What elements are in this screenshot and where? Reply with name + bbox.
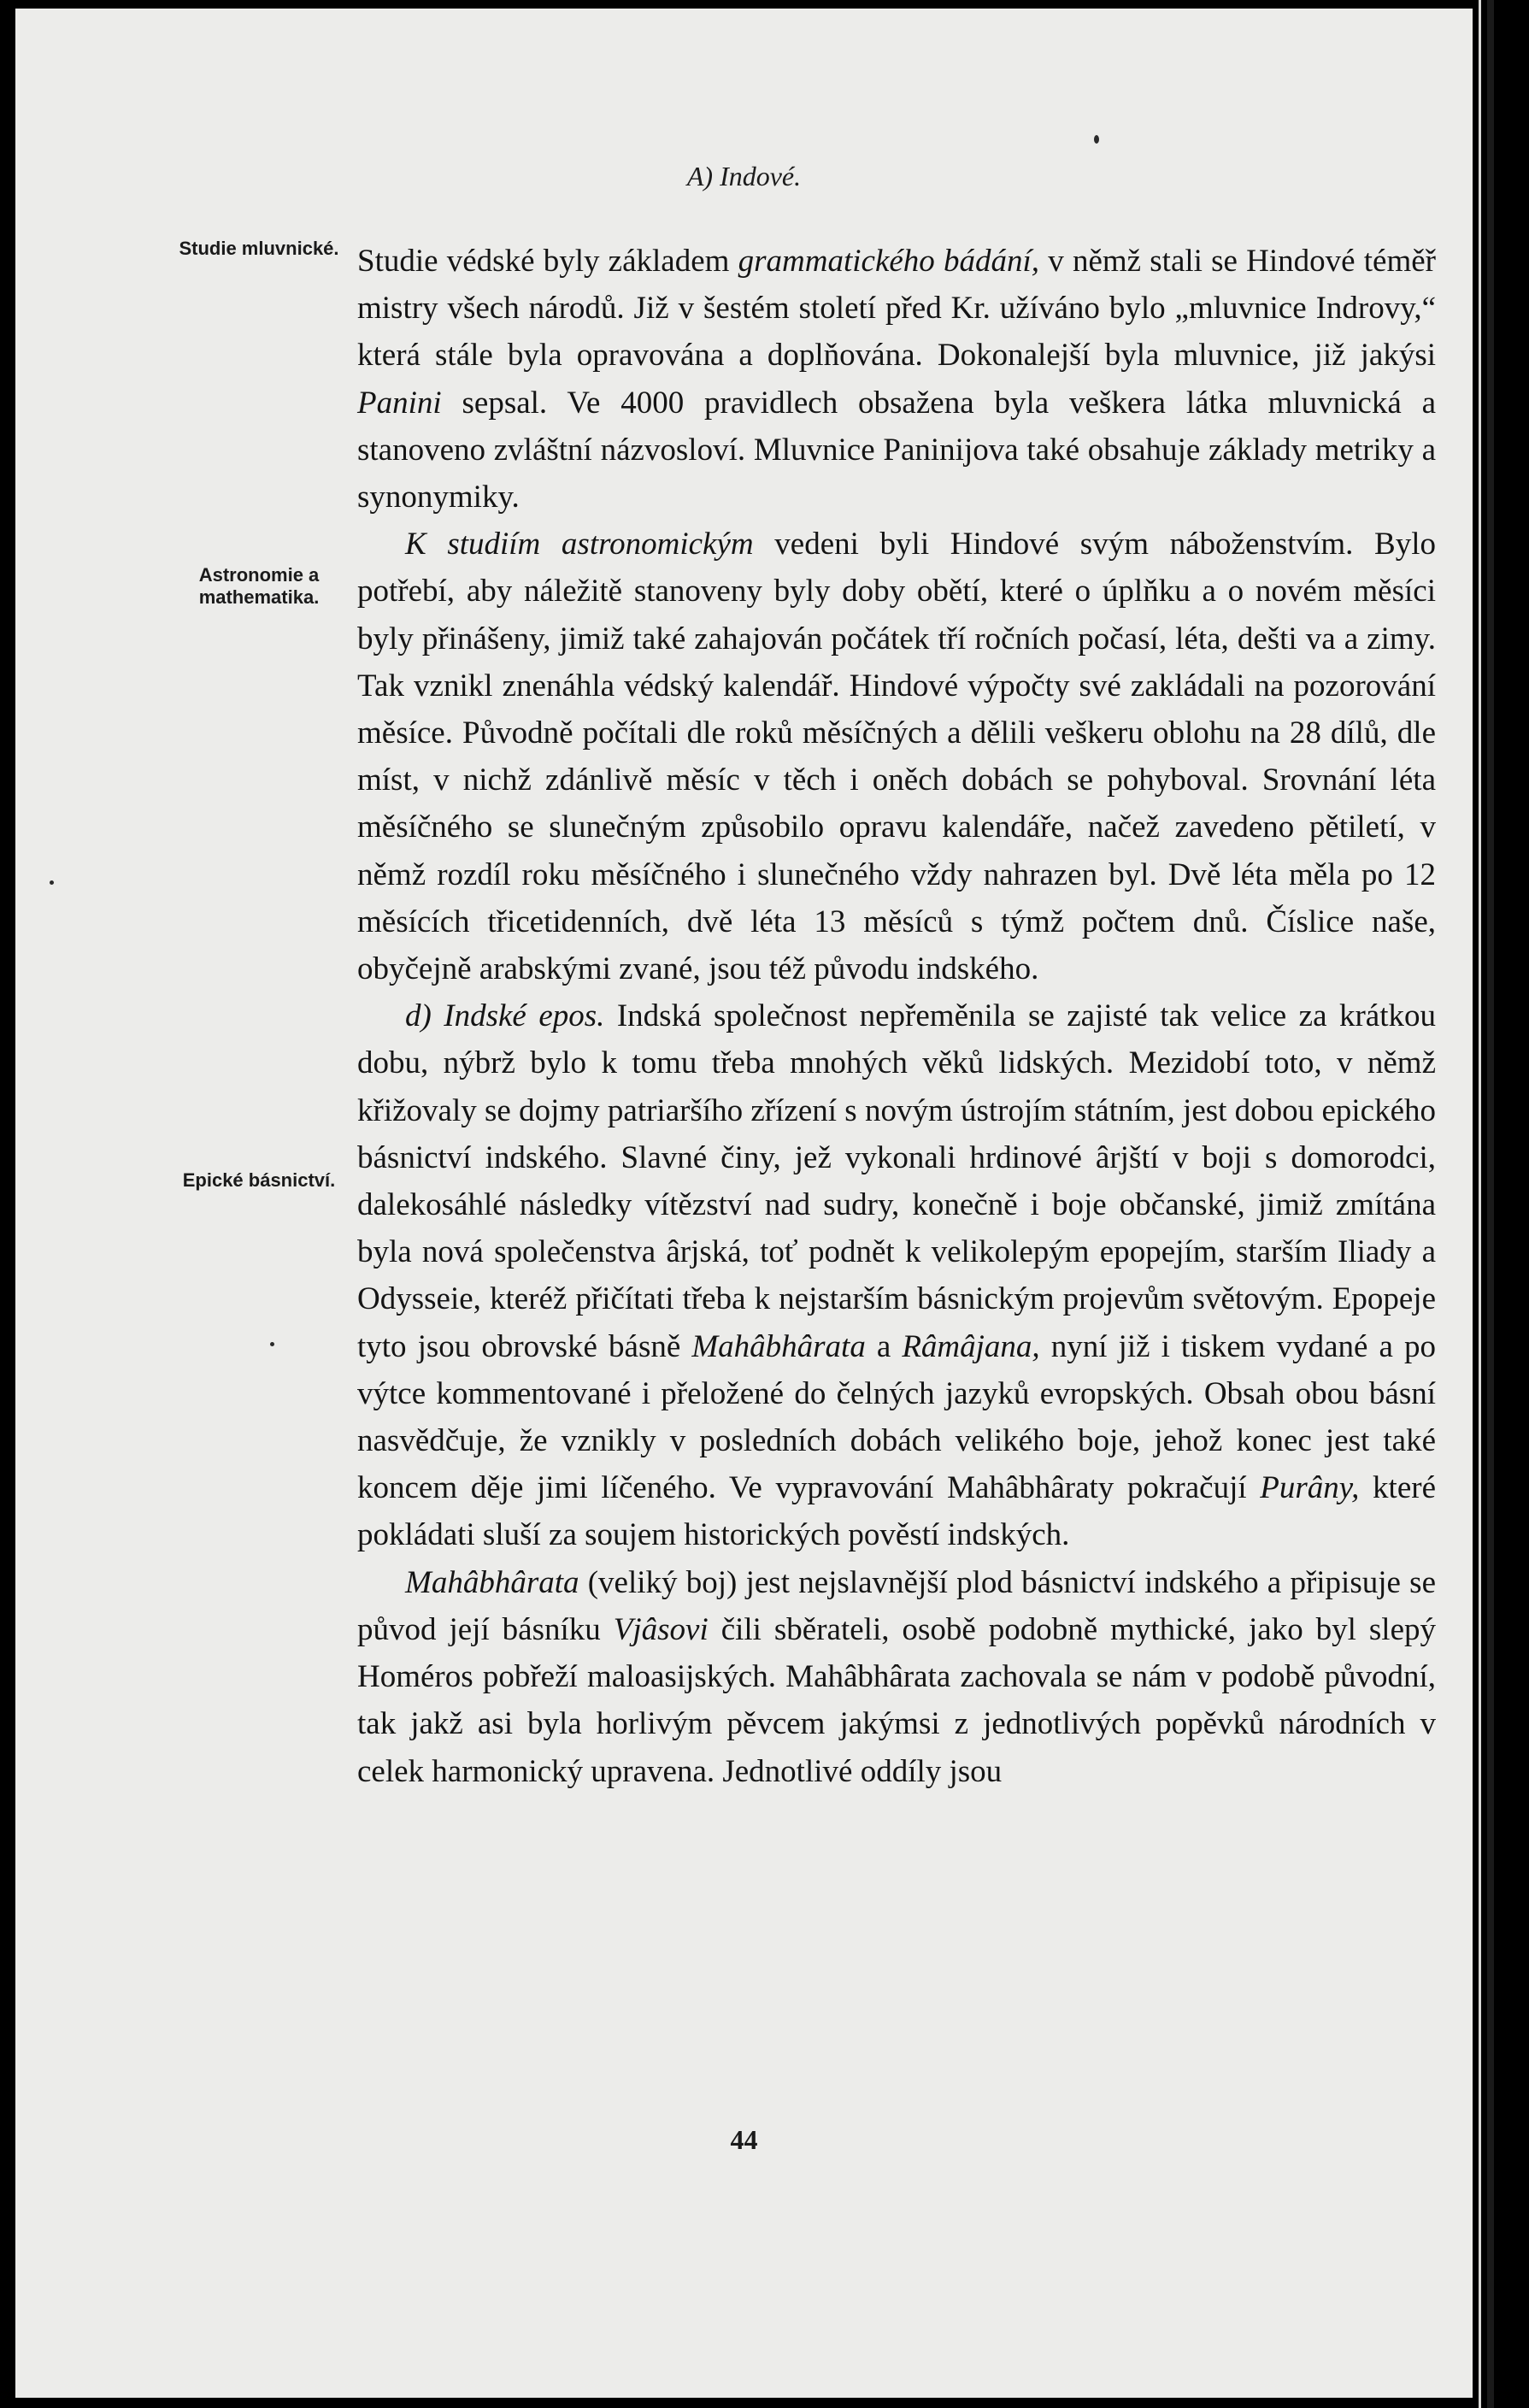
italic-term: Râmâjana, (902, 1328, 1040, 1364)
text-run: Studie védské byly základem (357, 244, 738, 279)
text-run: a (865, 1328, 903, 1364)
italic-term: grammatického bádání, (738, 244, 1040, 279)
italic-term: K studiím astronomickým (405, 527, 754, 562)
page-edge-highlight (1479, 0, 1481, 2408)
ink-speck (1094, 135, 1099, 144)
paragraph (357, 238, 1436, 521)
text-run: Indská společnost nepřeměnila se zajisté tak velice za krátkou dobu, nýbrž bylo k tomu třeba mnohých věků lidských. Mezidobí toto, v němž křižovaly se dojmy patriaršího zřízení s novým ústrojím státním, jest dobou epického básnictví indského. Slavné činy, jež vykonali hrdinové ârjští v boji s domorodci, dalekosáhlé následky vítězství nad sudry, konečně i boje občanské, jimiž zmítána byla nová společenstva ârjská, toť podnět k velikolepým epopejím, starším Iliady a Odysseie, kteréž přičítati třeba k nejstarším básnickým projevům světovým. Epopeje tyto jsou obrovské básně (357, 998, 1436, 1364)
text-run: v němž stali se Hindové téměř mistry všech národů. Již v šestém století před Kr. užíváno bylo „mluvnice Indrovy,“ která stále byla opravována a doplňována. Dokonalejší byla mluvnice, již jakýsi (357, 244, 1436, 374)
margin-note-astronomy: Astronomie a mathematika. (198, 564, 320, 608)
italic-term: d) Indské epos. (405, 998, 605, 1034)
text-run: vedeni byli Hindové svým náboženstvím. Bylo potřebí, aby náležitě stanoveny byly doby obětí, které o úplňku a o novém měsíci byly přinášeny, jimiž také zahajován počátek tří ročních počasí, léta, dešti va a zimy. Tak vznikl znenáhla védský kalendář. Hindové výpočty své zakládali na pozorování měsíce. Původně počítali dle roků měsíčných a dělili veškeru oblohu na 28 dílů, dle míst, v nichž zdánlivě měsíc v těch i oněch dobách se pohyboval. Srovnání léta měsíčného se slunečným způsobilo opravu kalendáře, načež zavedeno pětiletí, v němž rozdíl roku měsíčného i slunečného vždy nahrazen byl. Dvě léta měla po 12 měsících třicetidenních, dvě léta 13 měsíců s týmž počtem dnů. Číslice naše, obyčejně arabskými zvané, jsou též původu indského. (357, 527, 1436, 987)
running-header: A) Indové. (686, 161, 802, 191)
italic-term: Purâny, (1260, 1470, 1360, 1506)
italic-term: Panini (357, 385, 442, 421)
text-run: (veliký boj) jest nejslavnější plod básnictví indského a připisuje se původ její básníku (357, 1564, 1436, 1647)
italic-term: Mahâbhârata (691, 1328, 866, 1364)
text-run: čili sběrateli, osobě podobně mythické, jako byl slepý Homéros pobřeží maloasijských. Mahâbhârata zachovala se nám v podobě původní, tak jakž asi byla horlivým pěvcem jakýmsi z jednotlivých popěvků národních v celek harmonický upravena. Jednotlivé oddíly jsou (357, 1611, 1436, 1789)
italic-term: Vjâsovi (613, 1611, 709, 1647)
italic-term: Mahâbhârata (405, 1564, 579, 1600)
paragraph (357, 521, 1436, 992)
text-run: nyní již i tiskem vydané a po výtce kommentované i přeložené do čelných jazyků evropských. Obsah obou básní nasvědčuje, že vznikly v posledních dobách velikého boje, jehož konec jest také koncem děje jimi líčeného. Ve vypravování Mahâbhâraty pokračují (357, 1328, 1436, 1506)
ink-speck (270, 1342, 274, 1346)
page-number: 44 (730, 2124, 758, 2155)
main-text (357, 238, 1436, 1795)
paragraph (357, 992, 1436, 1558)
page-edge-shadow (1487, 0, 1494, 2408)
margin-note-grammar: Studie mluvnické. (179, 238, 339, 259)
book-page (15, 9, 1473, 2398)
paragraph (357, 1559, 1436, 1795)
ink-speck (50, 880, 54, 885)
text-run: sepsal. Ve 4000 pravidlech obsažena byla veškera látka mluvnická a stanoveno zvláštní názvosloví. Mluvnice Paninijova také obsahuje základy metriky a synonymiky. (357, 385, 1436, 515)
margin-note-epic: Epické básnictví. (182, 1169, 336, 1191)
text-run: které pokládati sluší za soujem historických pověstí indských. (357, 1470, 1436, 1553)
